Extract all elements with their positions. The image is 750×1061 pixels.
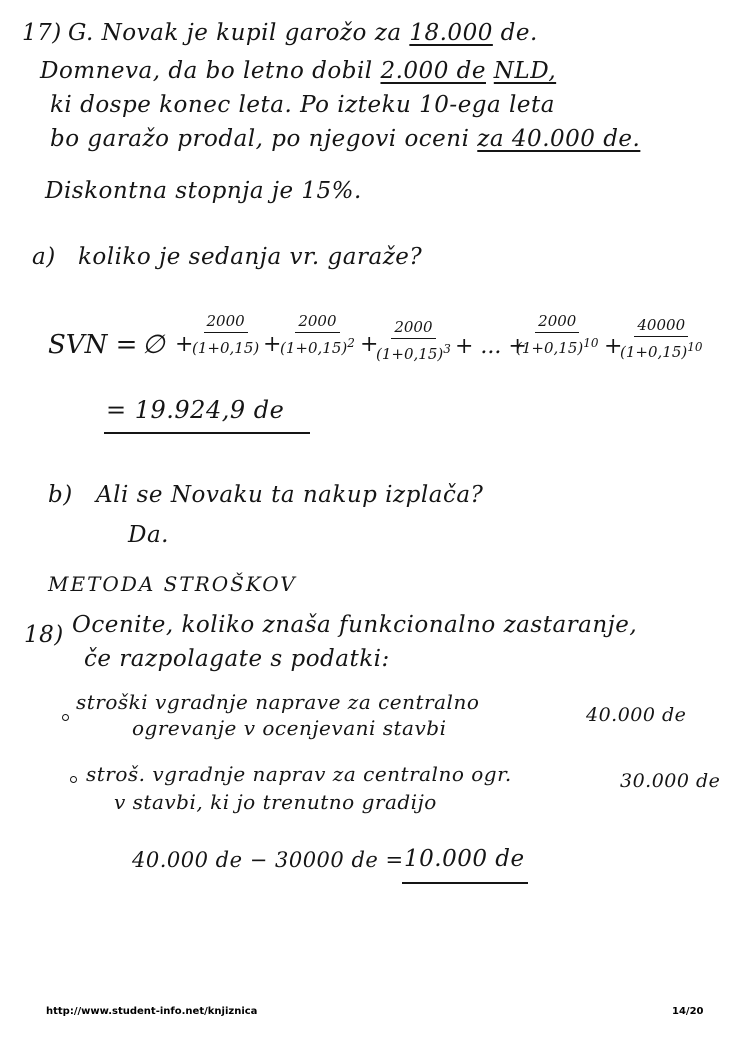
- fraction-term-10: [516, 312, 599, 357]
- problem-17-line-2-text: Domneva, da bo letno dobil: [40, 58, 373, 84]
- plus-sign: +: [604, 334, 623, 359]
- zero-symbol: ∅: [142, 330, 165, 360]
- svn-result: = 19.924,9 de: [106, 396, 285, 424]
- fraction-term-1: [192, 312, 259, 357]
- problem-17-line-4-text: bo garažo prodal, po njegovi oceni: [50, 126, 470, 152]
- problem-17-line-4: [50, 126, 640, 152]
- section-heading: METODA STROŠKOV: [48, 572, 297, 596]
- problem-17-line-1-text: G. Novak je kupil garožo za: [68, 20, 402, 46]
- fraction-term-3: [376, 318, 451, 363]
- plus-sign: +: [175, 332, 194, 357]
- fraction-10-exponent: 10: [583, 336, 599, 350]
- calculation-result: 10.000 de: [404, 846, 525, 872]
- fraction-1-numerator: 2000: [204, 312, 248, 333]
- item-2-line-2: v stavbi, ki jo trenutno gradijo: [114, 790, 437, 814]
- result-underline: [104, 432, 310, 434]
- income-currency: NLD,: [493, 58, 557, 84]
- plus-sign: +: [360, 332, 379, 357]
- purchase-amount: 18.000: [409, 20, 493, 46]
- purchase-unit: de.: [500, 20, 538, 46]
- fraction-3-exponent: 3: [443, 342, 451, 356]
- problem-18-line-2: če razpolagate s podatki:: [84, 646, 390, 672]
- problem-17-number: 17): [22, 20, 62, 46]
- annual-income: 2.000 de: [380, 58, 486, 84]
- fraction-10-denominator: (1+0,15): [516, 339, 584, 357]
- part-b-answer: Da.: [128, 522, 169, 548]
- fraction-final-denominator: (1+0,15): [620, 343, 688, 361]
- page-number: 14/20: [672, 1006, 704, 1017]
- fraction-2-exponent: 2: [347, 336, 355, 350]
- plus-sign: +: [263, 332, 282, 357]
- fraction-term-final: [620, 316, 703, 361]
- part-b-question: Ali se Novaku ta nakup izplača?: [96, 482, 484, 508]
- part-a-label: a): [32, 244, 56, 270]
- ellipsis-plus: + ... +: [455, 334, 527, 359]
- fraction-10-numerator: 2000: [535, 312, 579, 333]
- item-2-line-1: stroš. vgradnje naprav za centralno ogr.: [86, 762, 512, 786]
- fraction-term-2: [280, 312, 355, 357]
- discount-rate-line: Diskontna stopnja je 15%.: [45, 178, 362, 204]
- fraction-final-numerator: 40000: [634, 316, 688, 337]
- problem-18-number: 18): [24, 622, 64, 648]
- fraction-2-numerator: 2000: [295, 312, 339, 333]
- bullet-icon: [62, 714, 69, 721]
- problem-17-line-3: ki dospe konec leta. Po izteku 10-ega leta: [50, 92, 555, 118]
- calculation-underline: [402, 882, 528, 884]
- footer-url: http://www.student-info.net/knjiznica: [46, 1006, 258, 1017]
- fraction-final-exponent: 10: [687, 340, 703, 354]
- calculation: 40.000 de − 30000 de =: [132, 848, 404, 872]
- problem-17-line-1: [68, 20, 538, 46]
- fraction-3-numerator: 2000: [391, 318, 435, 339]
- part-a-question: koliko je sedanja vr. garaže?: [78, 244, 423, 270]
- item-1-value: 40.000 de: [586, 704, 687, 726]
- sale-price: za 40.000 de.: [477, 126, 641, 152]
- item-1-line-2: ogrevanje v ocenjevani stavbi: [132, 716, 447, 740]
- problem-17-line-2: [40, 58, 556, 84]
- item-2-value: 30.000 de: [620, 770, 721, 792]
- fraction-1-denominator: (1+0,15): [192, 339, 260, 357]
- fraction-2-denominator: (1+0,15): [280, 339, 348, 357]
- problem-18-line-1: Ocenite, koliko znaša funkcionalno zastaranje,: [72, 612, 638, 638]
- fraction-3-denominator: (1+0,15): [376, 345, 444, 363]
- svn-label: SVN =: [48, 330, 138, 360]
- item-1-line-1: stroški vgradnje naprave za centralno: [76, 690, 480, 714]
- bullet-icon: [70, 776, 77, 783]
- part-b-label: b): [48, 482, 73, 508]
